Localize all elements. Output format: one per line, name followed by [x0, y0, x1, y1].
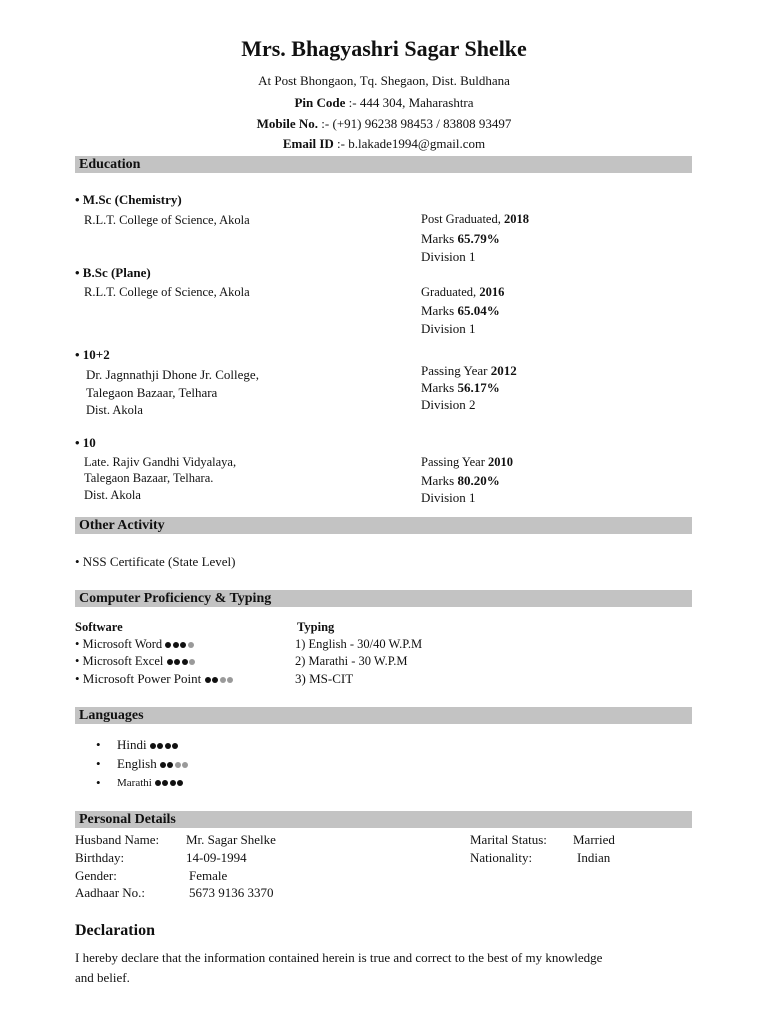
- activity-item: • NSS Certificate (State Level): [75, 554, 236, 569]
- mobile-label: Mobile No.: [256, 116, 319, 131]
- education-degree: • B.Sc (Plane): [75, 265, 151, 280]
- education-institution: Dr. Jagnnathji Dhone Jr. College,: [86, 367, 259, 382]
- education-marks: [421, 231, 500, 247]
- mobile-value: :- (+91) 96238 98453 / 83808 93497: [321, 116, 512, 131]
- education-degree: • M.Sc (Chemistry): [75, 192, 182, 207]
- language-bullet: •: [96, 775, 101, 790]
- typing-item: 2) Marathi - 30 W.P.M: [295, 654, 408, 668]
- rating-dot-filled: [167, 762, 173, 768]
- status-year: 2010: [488, 455, 514, 469]
- education-institution: R.L.T. College of Science, Akola: [84, 213, 250, 227]
- pin-code-label: Pin Code: [294, 95, 346, 110]
- marital-label: Marital Status:: [470, 832, 547, 847]
- education-institution: Dist. Akola: [86, 403, 143, 417]
- education-institution: Late. Rajiv Gandhi Vidyalaya,: [84, 455, 237, 469]
- software-label: • Microsoft Word: [75, 637, 163, 651]
- software-label: • Microsoft Excel: [75, 654, 164, 668]
- language-bullet: •: [96, 737, 101, 752]
- education-institution: Dist. Akola: [84, 488, 141, 502]
- aadhaar-value: 5673 9136 3370: [189, 885, 274, 900]
- declaration-text-line-1: I hereby declare that the information contained herein is true and correct to the best of my knowledge: [75, 950, 603, 965]
- education-status: [421, 212, 529, 227]
- marks-value: 80.20%: [457, 473, 500, 488]
- education-division: Division 2: [421, 397, 476, 412]
- rating-dot-filled: [205, 677, 211, 683]
- nationality-label: Nationality:: [470, 850, 533, 865]
- rating-dot-empty: [188, 642, 194, 648]
- rating-dot-filled: [155, 780, 161, 786]
- education-division: Division 1: [421, 490, 476, 505]
- pin-code-line: [0, 95, 768, 111]
- birthday-label: Birthday:: [75, 850, 125, 865]
- status-label: Post Graduated,: [421, 212, 501, 226]
- rating-dot-filled: [165, 642, 171, 648]
- software-item: [75, 654, 197, 669]
- rating-dot-empty: [227, 677, 233, 683]
- rating-dot-empty: [175, 762, 181, 768]
- language-item: [117, 737, 180, 753]
- email-label: Email ID: [282, 136, 334, 151]
- gender-value: Female: [189, 868, 228, 883]
- education-division: Division 1: [421, 249, 476, 264]
- education-division: Division 1: [421, 321, 476, 336]
- rating-dot-filled: [180, 642, 186, 648]
- rating-dot-filled: [182, 659, 188, 665]
- section-heading-education: Education: [75, 156, 692, 173]
- education-status: [421, 363, 517, 379]
- software-item: [75, 637, 195, 652]
- email-value: :- b.lakade1994@gmail.com: [337, 136, 486, 151]
- section-heading-languages: Languages: [75, 707, 692, 724]
- birthday-value: 14-09-1994: [186, 850, 247, 865]
- rating-dot-filled: [173, 642, 179, 648]
- status-label: Passing Year: [421, 455, 485, 469]
- rating-dot-filled: [165, 743, 171, 749]
- skill-rating: [167, 654, 197, 668]
- aadhaar-label: Aadhaar No.:: [75, 885, 146, 900]
- education-marks: [421, 380, 500, 396]
- education-status: [421, 455, 513, 470]
- rating-dot-filled: [167, 659, 173, 665]
- typing-heading: Typing: [297, 620, 335, 634]
- marital-value: Married: [573, 832, 615, 847]
- marks-label: Marks: [421, 473, 455, 488]
- rating-dot-filled: [160, 762, 166, 768]
- status-label: Graduated,: [421, 285, 477, 299]
- mobile-line: [0, 116, 768, 132]
- typing-item: 3) MS-CIT: [295, 671, 354, 686]
- candidate-name: Mrs. Bhagyashri Sagar Shelke: [241, 36, 527, 61]
- gender-label: Gender:: [75, 868, 117, 883]
- education-marks: [421, 303, 500, 319]
- husband-value: Mr. Sagar Shelke: [186, 832, 276, 847]
- software-heading: Software: [75, 620, 123, 634]
- rating-dot-filled: [150, 743, 156, 749]
- status-year: 2012: [490, 363, 517, 378]
- language-rating: [160, 756, 190, 771]
- marks-value: 56.17%: [457, 380, 500, 395]
- skill-rating: [205, 671, 235, 686]
- skill-rating: [165, 637, 195, 651]
- rating-dot-filled: [172, 743, 178, 749]
- declaration-title: Declaration: [75, 922, 155, 939]
- pin-code-value: :- 444 304, Maharashtra: [348, 95, 474, 110]
- language-label: Marathi: [117, 777, 152, 789]
- education-institution: Talegaon Bazaar, Telhara.: [84, 471, 214, 485]
- education-status: [421, 285, 504, 300]
- declaration-text-line-2: and belief.: [75, 970, 130, 985]
- language-bullet: •: [96, 756, 101, 771]
- rating-dot-empty: [189, 659, 195, 665]
- rating-dot-empty: [182, 762, 188, 768]
- software-item: [75, 671, 235, 687]
- education-degree: • 10+2: [75, 347, 110, 362]
- status-label: Passing Year: [421, 363, 488, 378]
- language-item: [117, 756, 190, 772]
- status-year: 2016: [479, 285, 505, 299]
- rating-dot-filled: [212, 677, 218, 683]
- rating-dot-filled: [174, 659, 180, 665]
- education-marks: [421, 473, 500, 489]
- typing-item: 1) English - 30/40 W.P.M: [295, 637, 423, 651]
- language-rating: [155, 777, 185, 789]
- language-item: [117, 777, 185, 789]
- education-degree: • 10: [75, 435, 96, 450]
- address-line: At Post Bhongaon, Tq. Shegaon, Dist. Buldhana: [258, 73, 510, 88]
- section-heading-computer-proficiency: Computer Proficiency & Typing: [75, 590, 692, 607]
- rating-dot-filled: [157, 743, 163, 749]
- marks-value: 65.04%: [457, 303, 500, 318]
- section-heading-other-activity: Other Activity: [75, 517, 692, 534]
- nationality-value: Indian: [577, 850, 611, 865]
- education-institution: Talegaon Bazaar, Telhara: [86, 385, 218, 400]
- status-year: 2018: [503, 212, 529, 226]
- rating-dot-empty: [220, 677, 226, 683]
- email-line: [0, 136, 768, 152]
- language-label: English: [117, 756, 157, 771]
- education-institution: R.L.T. College of Science, Akola: [84, 285, 250, 299]
- rating-dot-filled: [162, 780, 168, 786]
- marks-label: Marks: [421, 231, 455, 246]
- language-rating: [150, 737, 180, 752]
- marks-value: 65.79%: [457, 231, 500, 246]
- language-label: Hindi: [117, 737, 147, 752]
- marks-label: Marks: [421, 380, 455, 395]
- husband-label: Husband Name:: [75, 832, 160, 847]
- section-heading-personal-details: Personal Details: [75, 811, 692, 828]
- software-label: • Microsoft Power Point: [75, 671, 202, 686]
- rating-dot-filled: [177, 780, 183, 786]
- marks-label: Marks: [421, 303, 455, 318]
- rating-dot-filled: [170, 780, 176, 786]
